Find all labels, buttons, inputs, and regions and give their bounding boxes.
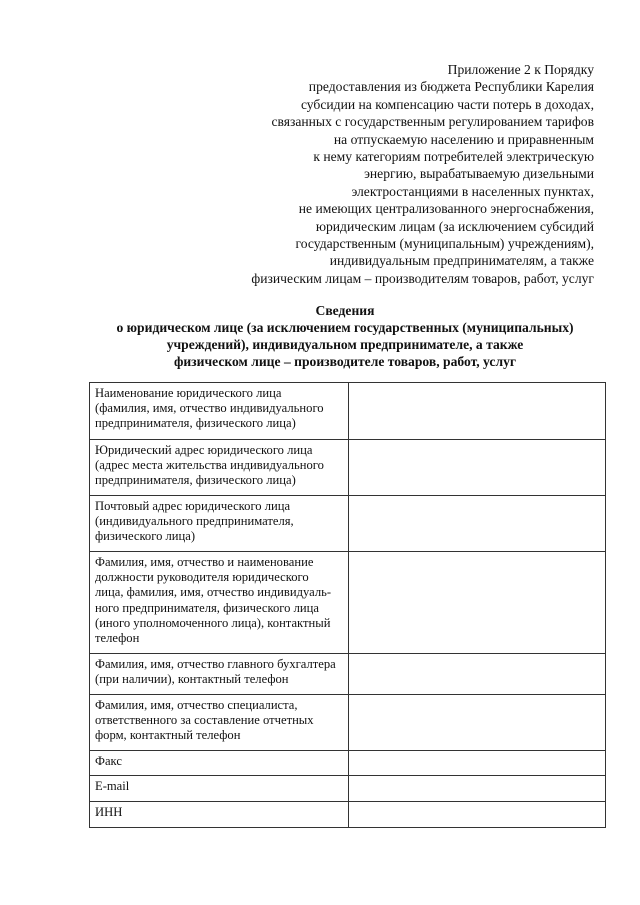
label-line: лица, фамилия, имя, отчество индивидуаль- bbox=[95, 585, 332, 600]
label-line: телефон bbox=[95, 631, 140, 646]
form-row-label bbox=[90, 383, 349, 440]
label-line: E-mail bbox=[95, 779, 130, 793]
appendix-line: государственным (муниципальным) учреждениям), bbox=[295, 236, 594, 252]
appendix-line: связанных с государственным регулированием тарифов bbox=[271, 114, 594, 130]
label-line: Факс bbox=[95, 754, 122, 768]
appendix-line: Приложение 2 к Порядку bbox=[447, 62, 594, 77]
form-row-label bbox=[90, 802, 349, 828]
form-row-value[interactable] bbox=[348, 776, 605, 802]
form-row-name bbox=[90, 383, 606, 440]
label-line: Фамилия, имя, отчество специалиста, bbox=[95, 698, 298, 712]
form-row-label bbox=[90, 751, 349, 776]
label-line: физического лица) bbox=[95, 529, 196, 544]
label-line: Фамилия, имя, отчество и наименование bbox=[95, 555, 314, 569]
label-line: ответственного за составление отчетных bbox=[95, 713, 314, 728]
label-line: (фамилия, имя, отчество индивидуального bbox=[95, 401, 324, 416]
label-line: (при наличии), контактный телефон bbox=[95, 672, 289, 687]
label-line: ИНН bbox=[95, 805, 123, 819]
form-row-legal-address bbox=[90, 440, 606, 496]
label-line: предпринимателя, физического лица) bbox=[95, 473, 296, 488]
form-row-value[interactable] bbox=[348, 383, 605, 440]
form-row-label bbox=[90, 695, 349, 751]
document-heading bbox=[40, 302, 640, 370]
information-form-table bbox=[89, 382, 606, 828]
appendix-line: индивидуальным предпринимателям, а также bbox=[329, 253, 594, 269]
label-line: Фамилия, имя, отчество главного бухгалтера bbox=[95, 657, 336, 671]
label-line: предпринимателя, физического лица) bbox=[95, 416, 296, 431]
label-line: (адрес места жительства индивидуального bbox=[95, 458, 324, 473]
appendix-line: не имеющих централизованного энергоснабжения, bbox=[298, 201, 594, 217]
appendix-line: предоставления из бюджета Республики Карелия bbox=[308, 79, 594, 95]
heading-line: учреждений), индивидуальном предпринимателе, а также bbox=[166, 337, 524, 352]
form-row-inn bbox=[90, 802, 606, 828]
form-row-value[interactable] bbox=[348, 552, 605, 654]
appendix-line: электростанциями в населенных пунктах, bbox=[351, 183, 594, 199]
form-row-label bbox=[90, 496, 349, 552]
form-row-fax bbox=[90, 751, 606, 776]
appendix-line: физическим лицам – производителям товаров, работ, услуг bbox=[251, 270, 594, 286]
label-line: ного предпринимателя, физического лица bbox=[95, 600, 319, 615]
label-line: должности руководителя юридического bbox=[95, 570, 309, 585]
form-row-responsible-specialist bbox=[90, 695, 606, 751]
form-row-value[interactable] bbox=[348, 496, 605, 552]
form-row-label bbox=[90, 776, 349, 802]
form-row-label bbox=[90, 654, 349, 695]
label-line: Юридический адрес юридического лица bbox=[95, 443, 313, 457]
appendix-line: юридическим лицам (за исключением субсидий bbox=[315, 218, 594, 234]
label-line: (индивидуального предпринимателя, bbox=[95, 514, 294, 529]
form-row-postal-address bbox=[90, 496, 606, 552]
form-row-value[interactable] bbox=[348, 654, 605, 695]
label-line: Наименование юридического лица bbox=[95, 386, 282, 400]
label-line: Почтовый адрес юридического лица bbox=[95, 499, 291, 513]
form-row-value[interactable] bbox=[348, 695, 605, 751]
form-row-value[interactable] bbox=[348, 751, 605, 776]
heading-line: физическом лице – производителе товаров, работ, услуг bbox=[173, 354, 517, 369]
appendix-note bbox=[174, 61, 594, 287]
appendix-line: на отпускаемую населению и приравненным bbox=[333, 131, 594, 147]
form-row-label bbox=[90, 552, 349, 654]
form-row-value[interactable] bbox=[348, 440, 605, 496]
label-line: (иного уполномоченного лица), контактный bbox=[95, 615, 331, 630]
form-row-chief-accountant bbox=[90, 654, 606, 695]
label-line: форм, контактный телефон bbox=[95, 728, 241, 743]
heading-line: о юридическом лице (за исключением государственных (муниципальных) bbox=[116, 320, 574, 335]
appendix-line: к нему категориям потребителей электрическую bbox=[313, 149, 594, 165]
form-row-head bbox=[90, 552, 606, 654]
heading-title: Сведения bbox=[315, 303, 375, 318]
form-row-value[interactable] bbox=[348, 802, 605, 828]
form-row-email bbox=[90, 776, 606, 802]
appendix-line: энергию, вырабатываемую дизельными bbox=[364, 166, 594, 182]
form-row-label bbox=[90, 440, 349, 496]
appendix-line: субсидии на компенсацию части потерь в доходах, bbox=[300, 96, 594, 112]
